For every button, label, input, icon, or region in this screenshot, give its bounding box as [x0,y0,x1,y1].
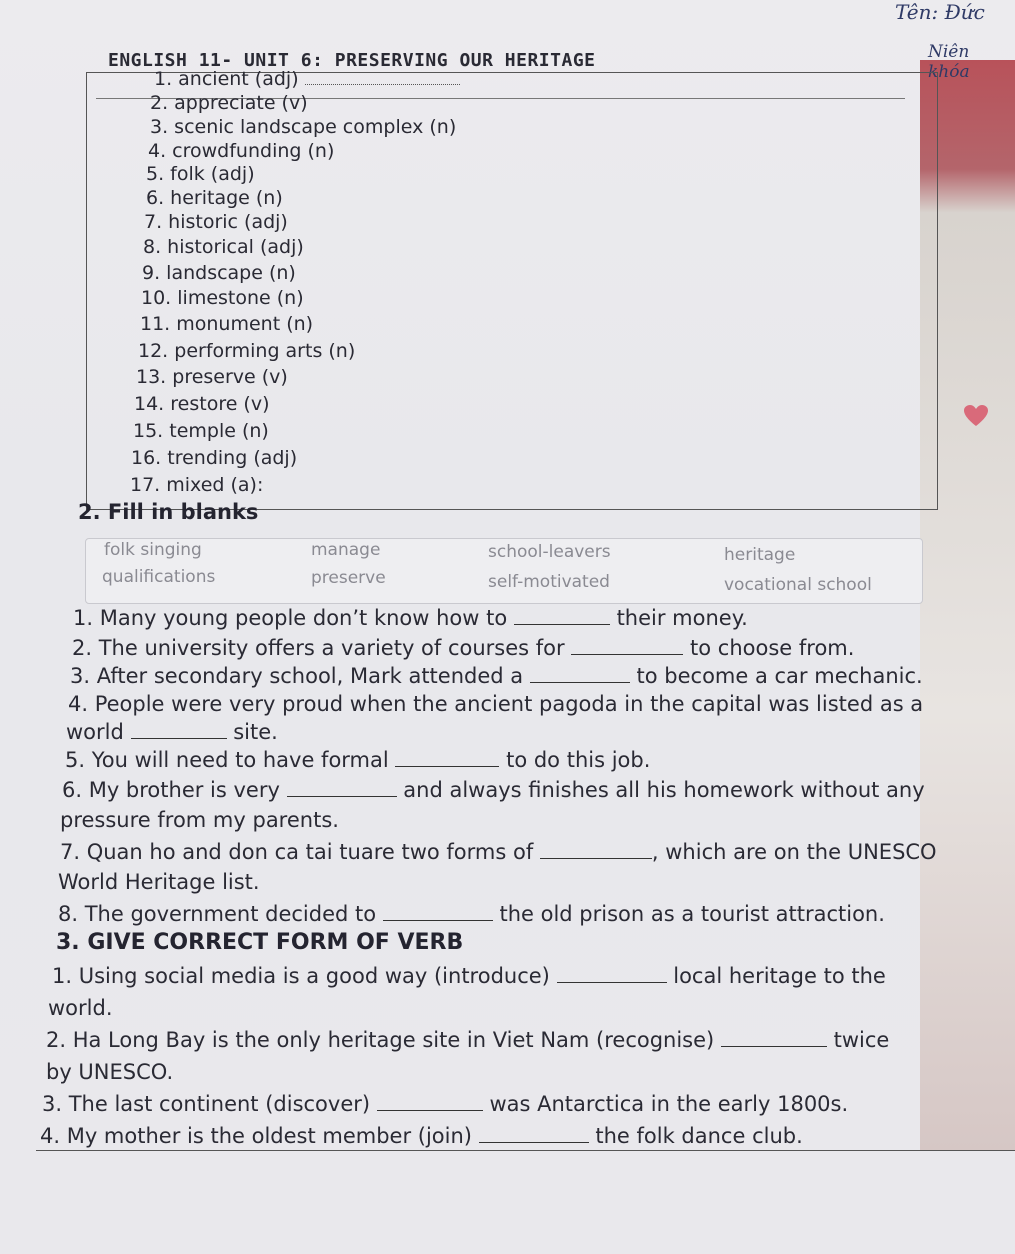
answer-blank[interactable] [571,636,683,655]
vocab-item: 3. scenic landscape complex (n) [150,116,457,138]
answer-blank[interactable] [557,964,667,983]
word-bank-item: vocational school [724,575,872,595]
answer-blank[interactable] [287,778,397,797]
vocab-item: 2. appreciate (v) [150,92,308,114]
vocab-item: 16. trending (adj) [131,447,298,469]
question-text: and always finishes all his homework without any [403,778,925,802]
vocab-item: 4. crowdfunding (n) [148,140,335,162]
fill-question-1 [73,606,748,630]
word-bank-item: folk singing [104,540,202,560]
answer-blank[interactable] [721,1028,827,1047]
answer-blank[interactable] [383,902,493,921]
verb-question-4 [40,1124,803,1148]
fill-question-7-cont: World Heritage list. [58,870,260,894]
answer-blank[interactable] [377,1092,483,1111]
answer-blank[interactable] [131,720,227,739]
answer-blank[interactable] [479,1124,589,1143]
fill-question-4: 4. People were very proud when the ancient pagoda in the capital was listed as a [68,692,924,716]
verb-question-2-cont: by UNESCO. [46,1060,174,1084]
fill-question-4-cont [66,720,278,744]
fill-question-6-cont: pressure from my parents. [60,808,339,832]
page-title: ENGLISH 11- UNIT 6: PRESERVING OUR HERITAGE [108,50,596,71]
answer-blank[interactable] [514,606,610,625]
question-text: site. [233,720,278,744]
fill-question-3 [70,664,923,688]
fill-question-7 [60,840,937,864]
section-heading-verb-form: 3. GIVE CORRECT FORM OF VERB [56,930,464,955]
bottom-divider [36,1150,1015,1151]
verb-question-3 [42,1092,848,1116]
word-bank-item: self-motivated [488,572,610,592]
question-text: was Antarctica in the early 1800s. [489,1092,849,1116]
vocab-item: 9. landscape (n) [142,262,296,284]
question-text: local heritage to the [673,964,886,988]
question-text: twice [833,1028,890,1052]
fill-question-5 [65,748,650,772]
question-text: 7. Quan ho and don ca tai tuare two forms of [60,840,534,864]
answer-blank[interactable] [540,840,652,859]
handwritten-name: Tên: Đức [895,0,985,24]
word-bank-item: qualifications [102,567,216,587]
question-text: to become a car mechanic. [636,664,923,688]
verb-question-1-cont: world. [48,996,113,1020]
word-bank-item: manage [311,540,381,560]
question-text: 1. Using social media is a good way (introduce) [52,964,550,988]
question-text: 5. You will need to have formal [65,748,389,772]
question-text: to do this job. [506,748,651,772]
question-text: 3. After secondary school, Mark attended a [70,664,524,688]
answer-blank[interactable] [530,664,630,683]
handwritten-class: Niên khóa [928,42,970,82]
vocab-item: 1. ancient (adj) [154,68,460,90]
question-text: , which are on the UNESCO [651,840,937,864]
verb-question-2 [46,1028,889,1052]
fill-question-6 [62,778,925,802]
question-text: their money. [616,606,748,630]
question-text: 6. My brother is very [62,778,280,802]
dotted-answer-line[interactable] [305,70,460,85]
word-bank-item: school-leavers [488,542,611,562]
verb-question-1 [52,964,886,988]
question-text: the old prison as a tourist attraction. [499,902,885,926]
vocab-item: 8. historical (adj) [143,236,304,258]
vocab-item: 6. heritage (n) [146,187,283,209]
vocab-item: 13. preserve (v) [136,366,288,388]
answer-blank[interactable] [395,748,499,767]
vocab-item: 5. folk (adj) [146,163,255,185]
word-bank-item: heritage [724,545,796,565]
vocab-item: 14. restore (v) [134,393,270,415]
section-heading-fill-blanks: 2. Fill in blanks [78,500,259,524]
vocab-item: 7. historic (adj) [144,211,288,233]
word-bank-item: preserve [311,568,386,588]
question-text: the folk dance club. [595,1124,803,1148]
vocab-item: 15. temple (n) [133,420,269,442]
question-text: 2. The university offers a variety of courses for [72,636,565,660]
question-text: 8. The government decided to [58,902,377,926]
question-text: to choose from. [690,636,855,660]
question-text: world [66,720,124,744]
vocab-item: 12. performing arts (n) [138,340,356,362]
fill-question-2 [72,636,854,660]
vocab-item: 10. limestone (n) [141,287,304,309]
vocab-item: 11. monument (n) [140,313,314,335]
fill-question-8 [58,902,885,926]
heart-icon [963,404,989,428]
question-text: 4. My mother is the oldest member (join) [40,1124,472,1148]
question-text: 3. The last continent (discover) [42,1092,371,1116]
question-text: 1. Many young people don’t know how to [73,606,508,630]
question-text: 2. Ha Long Bay is the only heritage site in Viet Nam (recognise) [46,1028,715,1052]
vocab-item: 17. mixed (a): [130,474,264,496]
